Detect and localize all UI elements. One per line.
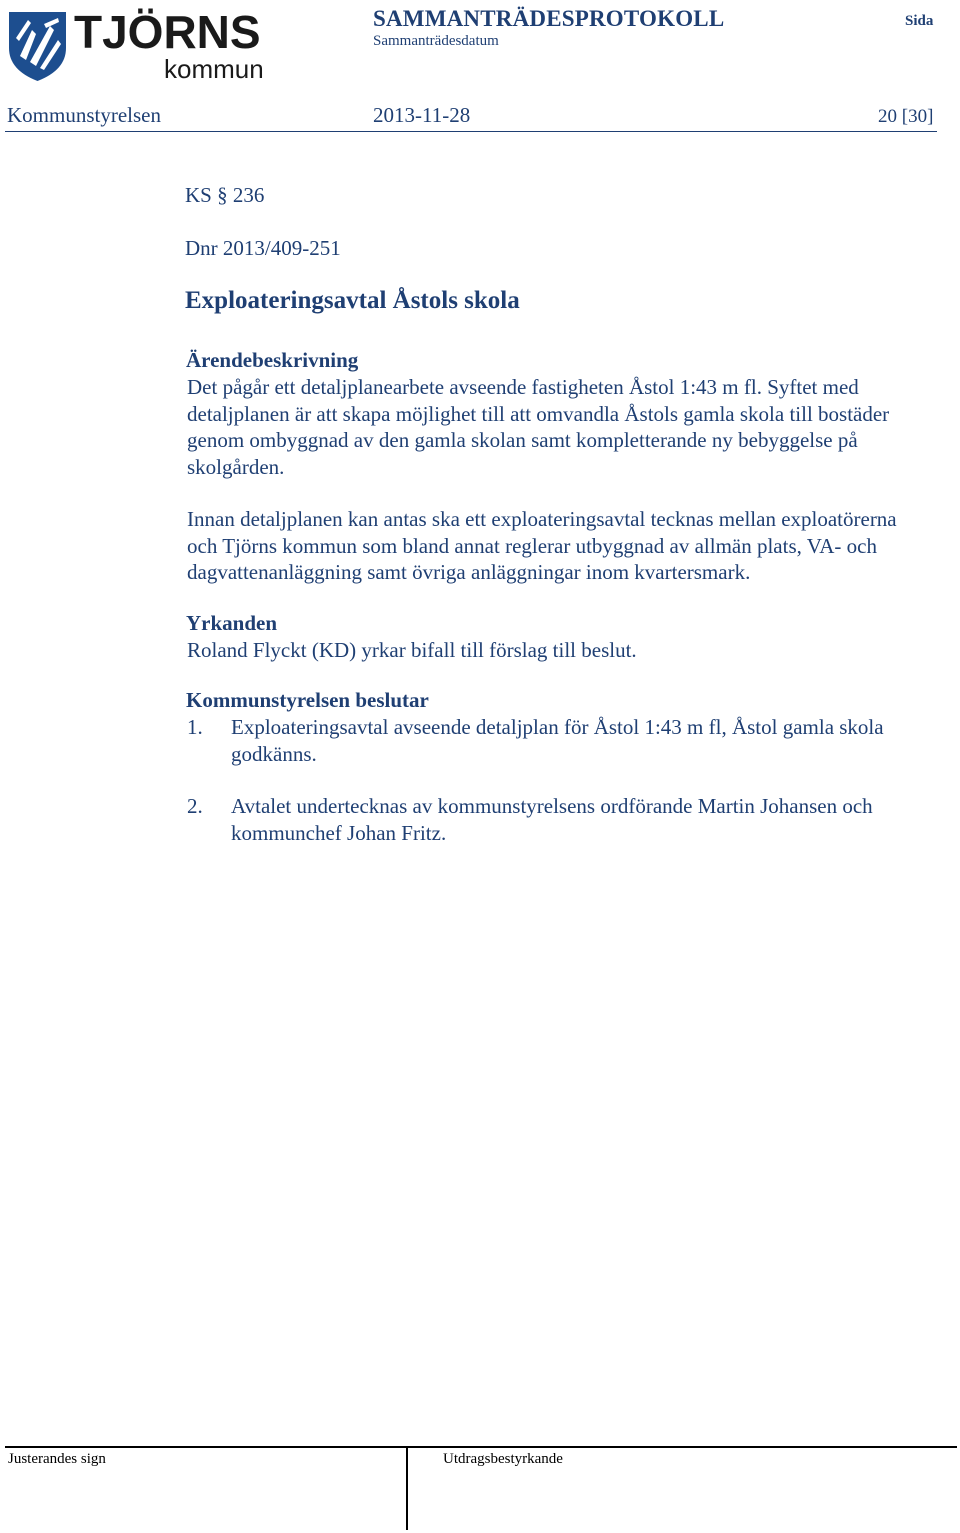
tjorn-emblem-icon (6, 4, 274, 84)
motions-heading: Yrkanden (186, 610, 278, 635)
decision-item (185, 793, 930, 846)
page-label: Sida (905, 13, 934, 29)
header-divider (5, 131, 937, 132)
description-paragraph-1: Det pågår ett detaljplanearbete avseende fastigheten Åstol 1:43 m fl. Syftet med detaljplanen är att skapa möjlighet till att omvandla Åstols gamla skola till bostäder genom ombyggnad av den gamla skolan samt kompletterande ny bebyggelse på skolgården. (187, 375, 890, 479)
footer-column-divider (406, 1446, 408, 1530)
paragraph-number: KS § 236 (185, 183, 265, 207)
decision-number: 2. (187, 794, 203, 818)
decision-text: Exploateringsavtal avseende detaljplan för Åstol 1:43 m fl, Åstol gamla skola godkänns. (231, 715, 884, 766)
motions-text: Roland Flyckt (KD) yrkar bifall till förslag till beslut. (187, 637, 637, 662)
organ-name: Kommunstyrelsen (7, 103, 161, 127)
adjuster-sign-label: Justerandes sign (8, 1451, 106, 1467)
meeting-date: 2013-11-28 (373, 103, 471, 127)
logo-wordmark: TJÖRNS (74, 6, 261, 58)
decision-item (185, 714, 930, 767)
municipality-logo (6, 4, 274, 84)
document-body (185, 180, 930, 846)
page-number: 20 [30] (878, 106, 934, 127)
logo-subword: kommun (164, 54, 264, 84)
diary-number: Dnr 2013/409-251 (185, 236, 341, 260)
decision-heading: Kommunstyrelsen beslutar (186, 688, 429, 712)
description-heading: Ärendebeskrivning (186, 348, 359, 372)
meeting-date-label: Sammanträdesdatum (373, 33, 499, 49)
decision-list (185, 714, 930, 846)
decision-text: Avtalet undertecknas av kommunstyrelsens ordförande Martin Johansen och kommunchef Johan Fritz. (231, 794, 873, 845)
decision-number: 1. (187, 715, 203, 739)
footer-divider (5, 1446, 957, 1448)
description-paragraph-2: Innan detaljplanen kan antas ska ett exploateringsavtal tecknas mellan exploatörerna och Tjörns kommun som bland annat reglerar utbyggnad av allmän plats, VA- och dagvattenanläggning samt övriga anläggningar inom kvartersmark. (187, 507, 897, 584)
protocol-title: SAMMANTRÄDESPROTOKOLL (373, 6, 725, 31)
excerpt-cert-label: Utdragsbestyrkande (443, 1451, 563, 1467)
case-title: Exploateringsavtal Åstols skola (185, 287, 520, 314)
